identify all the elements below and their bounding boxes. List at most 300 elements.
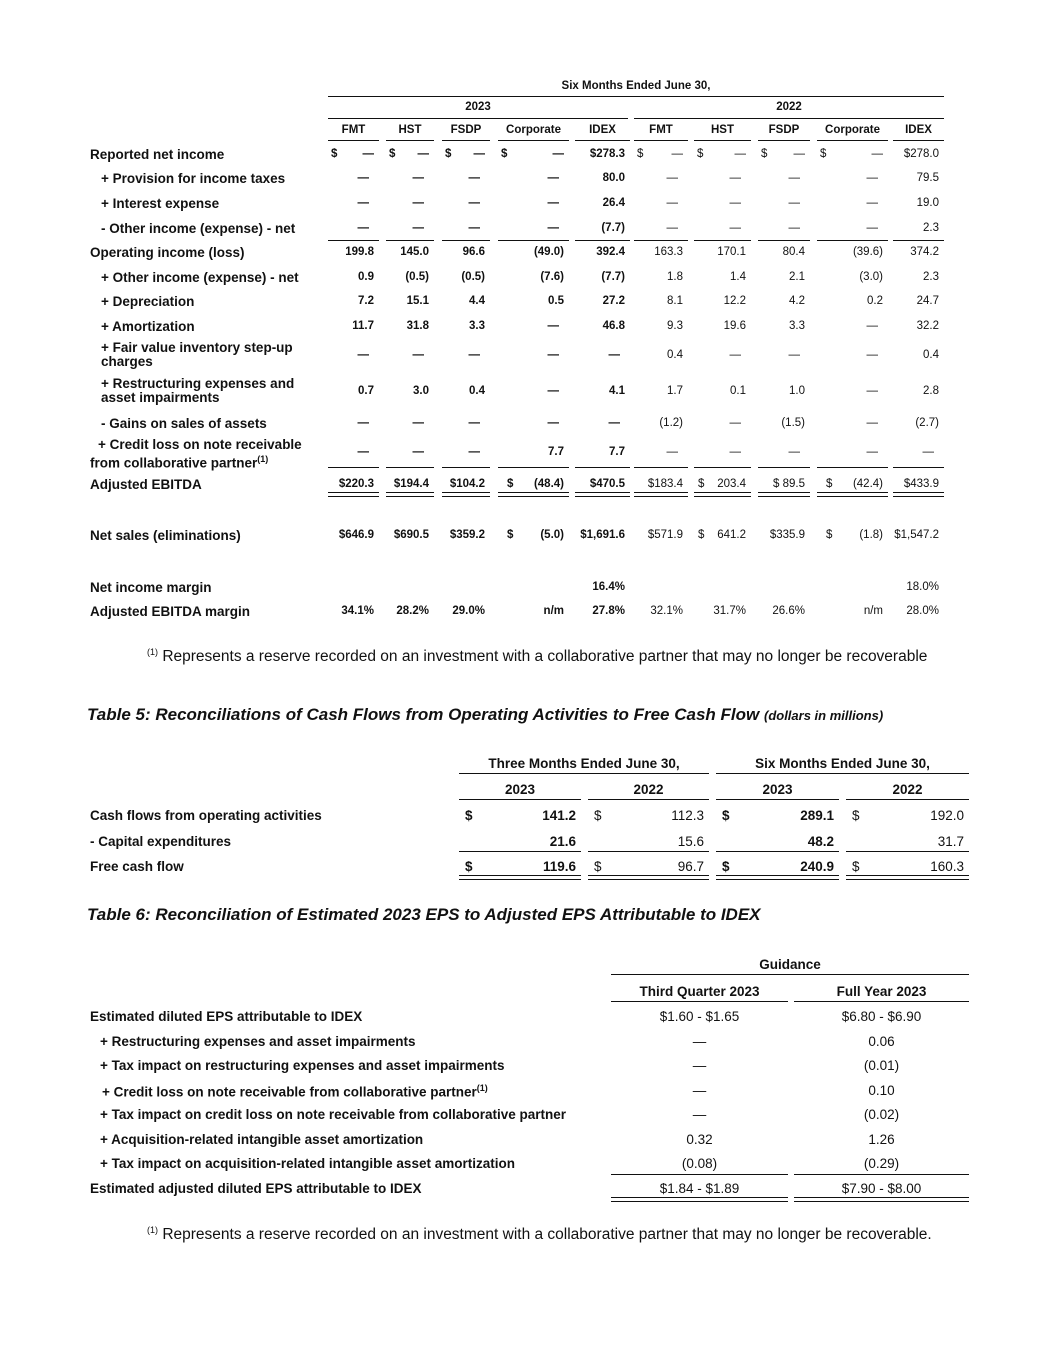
- year-header-rule: [459, 799, 581, 800]
- table-cell: 34.1%: [341, 605, 374, 617]
- footnote-1: $^{(1)}$ Represents a reserve recorded on an investment with a collaborative partner that may no longer be recoverable: [147, 647, 928, 666]
- table-cell: —: [547, 222, 559, 234]
- dollar-sign: $: [445, 148, 452, 160]
- table-cell: (0.02): [863, 1107, 900, 1122]
- table-cell: 0.2: [867, 295, 883, 307]
- table-cell: —: [357, 172, 369, 184]
- row-label: Estimated diluted EPS attributable to IDEX: [90, 1009, 363, 1024]
- column-header-rule: [611, 1001, 788, 1002]
- subtotal-rule: [459, 851, 581, 852]
- total-double-rule: [758, 492, 810, 497]
- row-label: [101, 341, 293, 369]
- dollar-sign: $: [637, 148, 644, 160]
- table-cell: $433.9: [903, 478, 939, 490]
- table-cell: 7.7: [609, 446, 625, 458]
- table-cell: 24.7: [916, 295, 939, 307]
- table-cell: —: [866, 320, 878, 332]
- table-cell: —: [666, 222, 678, 234]
- table-cell: 4.4: [469, 295, 485, 307]
- table-cell: —: [729, 222, 741, 234]
- subtotal-rule: [758, 467, 810, 468]
- period-header: Six Months Ended June 30,: [561, 80, 711, 92]
- dollar-sign: $: [698, 478, 705, 490]
- column-header-rule: [634, 140, 688, 141]
- dollar-sign: $: [331, 148, 338, 160]
- table-cell: 2.8: [923, 385, 939, 397]
- table-cell: 96.7: [677, 859, 704, 874]
- table-cell: 7.7: [548, 446, 564, 458]
- table-cell: —: [468, 222, 480, 234]
- row-label: - Gains on sales of assets: [101, 416, 267, 431]
- table-cell: 0.4: [667, 349, 683, 361]
- table-cell: (7.7): [601, 222, 625, 234]
- table-cell: —: [547, 197, 559, 209]
- row-label: + Other income (expense) - net: [101, 270, 299, 285]
- table-cell: 0.4: [923, 349, 939, 361]
- row-label: Net income margin: [90, 580, 212, 595]
- table-cell: 1.8: [667, 271, 683, 283]
- year-header-2022: 2022: [776, 101, 802, 113]
- table-cell: 21.6: [549, 834, 576, 849]
- table-cell: —: [412, 417, 424, 429]
- table-cell: $1,691.6: [580, 529, 625, 541]
- footnote-2: $^{(1)}$ Represents a reserve recorded on an investment with a collaborative partner that may no longer be recoverable.: [147, 1225, 932, 1244]
- dollar-sign: $: [465, 859, 473, 874]
- total-double-rule: [794, 1197, 969, 1202]
- table-cell: —: [866, 222, 878, 234]
- row-label: + Interest expense: [101, 196, 220, 211]
- table-cell: —: [866, 349, 878, 361]
- table-cell: (48.4): [533, 478, 564, 490]
- table-cell: (1.8): [859, 529, 883, 541]
- year-header: 2022: [892, 782, 923, 797]
- dollar-sign: $: [852, 808, 860, 823]
- column-header-rule: [575, 140, 630, 141]
- table-cell: 15.6: [677, 834, 704, 849]
- table-cell: 289.1: [800, 808, 834, 823]
- subtotal-rule: [716, 851, 839, 852]
- table-cell: —: [788, 222, 800, 234]
- table-cell: 48.2: [807, 834, 834, 849]
- row-label: Free cash flow: [90, 859, 184, 874]
- total-double-rule: [634, 492, 688, 497]
- row-label: Operating income (loss): [90, 245, 245, 260]
- table-cell: $1.84 - $1.89: [659, 1181, 740, 1196]
- guidance-header: Guidance: [759, 957, 821, 972]
- row-label: [101, 377, 294, 405]
- row-label: + Credit loss on note receivable from collaborative partner$^{(1)}$: [102, 1083, 488, 1100]
- row-label-line: + Credit loss on note receivable: [98, 437, 302, 452]
- table-cell: 170.1: [717, 246, 746, 258]
- table-cell: 27.8%: [592, 605, 625, 617]
- table-cell: 28.0%: [906, 605, 939, 617]
- table-cell: 1.7: [667, 385, 683, 397]
- table-cell: —: [866, 172, 878, 184]
- table-cell: $470.5: [589, 478, 625, 490]
- total-double-rule: [588, 875, 709, 880]
- table-cell: —: [412, 197, 424, 209]
- table-cell: 392.4: [596, 246, 625, 258]
- table-cell: $278.0: [903, 148, 939, 160]
- row-label: + Restructuring expenses and asset impairments: [100, 1034, 416, 1049]
- table-cell: 0.7: [358, 385, 374, 397]
- table-cell: (0.5): [405, 271, 429, 283]
- table-cell: $690.5: [393, 529, 429, 541]
- table-cell: —: [417, 148, 429, 160]
- table-cell: $7.90 - $8.00: [841, 1181, 922, 1196]
- table-cell: —: [412, 446, 424, 458]
- row-label-line: charges: [101, 354, 153, 369]
- column-header: Corporate: [506, 124, 561, 136]
- dollar-sign: $: [465, 808, 473, 823]
- dollar-sign: $: [507, 529, 514, 541]
- table-cell: 0.9: [358, 271, 374, 283]
- table-6-title: Table 6: Reconciliation of Estimated 2023 EPS to Adjusted EPS Attributable to IDEX: [87, 905, 761, 924]
- table-cell: (3.0): [859, 271, 883, 283]
- table-cell: $278.3: [589, 148, 625, 160]
- table-cell: —: [666, 446, 678, 458]
- table-cell: $571.9: [647, 529, 683, 541]
- total-double-rule: [694, 492, 751, 497]
- row-label: [90, 438, 302, 471]
- table-cell: —: [608, 417, 620, 429]
- three-months-header: Three Months Ended June 30,: [488, 756, 680, 771]
- table-cell: —: [666, 172, 678, 184]
- row-label-line: from collaborative partner$^{(1)}$: [90, 454, 269, 471]
- table-cell: 31.7%: [713, 605, 746, 617]
- table-cell: —: [412, 172, 424, 184]
- dollar-sign: $: [722, 808, 730, 823]
- total-double-rule: [575, 492, 630, 497]
- table-cell: 46.8: [602, 320, 625, 332]
- subtotal-rule: [694, 467, 751, 468]
- table-cell: —: [547, 172, 559, 184]
- dollar-sign: $: [697, 148, 704, 160]
- table-cell: 80.4: [782, 246, 805, 258]
- row-label: Adjusted EBITDA margin: [90, 604, 251, 619]
- column-header: Corporate: [825, 124, 880, 136]
- row-label: + Amortization: [101, 319, 195, 334]
- dollar-sign: $: [761, 148, 768, 160]
- six-months-header: Six Months Ended June 30,: [755, 756, 930, 771]
- dollar-sign: $: [852, 859, 860, 874]
- year-header-rule: [846, 799, 969, 800]
- column-header: Third Quarter 2023: [639, 984, 760, 999]
- table-cell: $104.2: [449, 478, 485, 490]
- table-cell: —: [473, 148, 485, 160]
- table-cell: 16.4%: [592, 581, 625, 593]
- table-cell: $6.80 - $6.90: [841, 1009, 922, 1024]
- table-cell: 0.5: [548, 295, 564, 307]
- subtotal-rule: [328, 467, 379, 468]
- subtotal-rule: [893, 240, 944, 241]
- year-header: 2023: [504, 782, 536, 797]
- dollar-sign: $: [826, 529, 833, 541]
- table-cell: —: [666, 197, 678, 209]
- row-label-line: + Fair value inventory step-up: [101, 340, 293, 355]
- subtotal-rule: [442, 240, 490, 241]
- table-cell: $1,547.2: [894, 529, 939, 541]
- subtotal-rule: [893, 467, 944, 468]
- table-cell: 18.0%: [906, 581, 939, 593]
- table-cell: —: [866, 197, 878, 209]
- table-cell: 15.1: [406, 295, 429, 307]
- table-cell: —: [362, 148, 374, 160]
- table-cell: 26.6%: [772, 605, 805, 617]
- table-cell: $ 89.5: [773, 478, 805, 490]
- table-cell: —: [866, 385, 878, 397]
- table-cell: 31.8: [406, 320, 429, 332]
- column-header: IDEX: [905, 124, 932, 136]
- subtotal-rule: [634, 467, 688, 468]
- table-cell: 79.5: [916, 172, 939, 184]
- table-cell: —: [729, 349, 741, 361]
- total-double-rule: [328, 492, 379, 497]
- row-label: - Other income (expense) - net: [101, 221, 296, 236]
- table-cell: (1.2): [659, 417, 683, 429]
- dollar-sign: $: [594, 808, 602, 823]
- table-cell: (0.08): [681, 1156, 718, 1171]
- subtotal-rule: [575, 467, 630, 468]
- column-header-rule: [817, 140, 888, 141]
- column-header-rule: [694, 140, 751, 141]
- row-label: Adjusted EBITDA: [90, 477, 202, 492]
- year-header-rule: [716, 799, 839, 800]
- table-cell: 32.1%: [650, 605, 683, 617]
- column-header-rule: [758, 140, 810, 141]
- table-cell: —: [552, 148, 564, 160]
- table-cell: 192.0: [930, 808, 964, 823]
- column-header: IDEX: [589, 124, 616, 136]
- table-cell: —: [788, 349, 800, 361]
- table-cell: —: [357, 417, 369, 429]
- column-header-rule: [794, 1001, 969, 1002]
- column-header-rule: [386, 140, 434, 141]
- dollar-sign: $: [820, 148, 827, 160]
- table-cell: 1.26: [868, 1132, 895, 1147]
- table-cell: 2.3: [923, 222, 939, 234]
- column-header: FSDP: [768, 124, 800, 136]
- table-cell: $194.4: [393, 478, 429, 490]
- table-cell: 19.6: [723, 320, 746, 332]
- dollar-sign: $: [826, 478, 833, 490]
- total-double-rule: [611, 1197, 788, 1202]
- table-cell: 3.3: [789, 320, 805, 332]
- row-label: Cash flows from operating activities: [90, 808, 322, 823]
- table-cell: 0.06: [868, 1034, 895, 1049]
- table-cell: 19.0: [916, 197, 939, 209]
- column-header-rule: [498, 140, 569, 141]
- table-cell: —: [788, 197, 800, 209]
- table-cell: —: [357, 446, 369, 458]
- column-header: HST: [398, 124, 422, 136]
- table-cell: —: [692, 1034, 707, 1049]
- total-double-rule: [442, 492, 490, 497]
- column-header-rule: [442, 140, 490, 141]
- dollar-sign: $: [507, 478, 514, 490]
- table-cell: —: [729, 417, 741, 429]
- table-cell: —: [871, 148, 883, 160]
- table-cell: —: [922, 446, 934, 458]
- table-cell: —: [547, 385, 559, 397]
- table-cell: —: [468, 197, 480, 209]
- table-cell: (49.0): [533, 246, 564, 258]
- table-cell: —: [788, 172, 800, 184]
- table-cell: 12.2: [723, 295, 746, 307]
- row-label: + Tax impact on restructuring expenses and asset impairments: [100, 1058, 505, 1073]
- dollar-sign: $: [501, 148, 508, 160]
- table-cell: —: [729, 197, 741, 209]
- row-label: + Tax impact on acquisition-related intangible asset amortization: [100, 1156, 515, 1171]
- table-cell: 2.3: [923, 271, 939, 283]
- dollar-sign: $: [722, 859, 730, 874]
- subtotal-rule: [846, 851, 969, 852]
- table-cell: n/m: [863, 605, 883, 617]
- subtotal-rule: [817, 240, 888, 241]
- table-cell: (5.0): [540, 529, 564, 541]
- table-cell: $646.9: [338, 529, 374, 541]
- total-double-rule: [817, 492, 888, 497]
- dollar-sign: $: [389, 148, 396, 160]
- table-cell: 26.4: [602, 197, 625, 209]
- table-cell: 145.0: [400, 246, 429, 258]
- table-cell: (42.4): [852, 478, 883, 490]
- table-cell: 4.1: [609, 385, 625, 397]
- table-cell: —: [547, 349, 559, 361]
- table-cell: —: [692, 1083, 707, 1098]
- column-header: FMT: [341, 124, 366, 136]
- table-cell: 32.2: [916, 320, 939, 332]
- total-double-rule: [893, 492, 944, 497]
- table-cell: $1.60 - $1.65: [659, 1009, 740, 1024]
- table-cell: —: [412, 222, 424, 234]
- table-cell: —: [412, 349, 424, 361]
- table-cell: 2.1: [789, 271, 805, 283]
- table-cell: —: [468, 417, 480, 429]
- table-5-title: Table 5: Reconciliations of Cash Flows from Operating Activities to Free Cash Flow (dollars in millions): [87, 705, 884, 724]
- table-cell: 1.0: [789, 385, 805, 397]
- table-cell: 0.1: [730, 385, 746, 397]
- table-cell: n/m: [543, 605, 564, 617]
- table-cell: (39.6): [852, 246, 883, 258]
- table-cell: —: [793, 148, 805, 160]
- table-cell: 4.2: [789, 295, 805, 307]
- subtotal-rule: [442, 467, 490, 468]
- table-cell: —: [671, 148, 683, 160]
- total-double-rule: [498, 492, 569, 497]
- table-cell: (1.5): [781, 417, 805, 429]
- table-cell: 163.3: [654, 246, 683, 258]
- row-label-line: asset impairments: [101, 390, 220, 405]
- table-cell: (0.5): [461, 271, 485, 283]
- year-header-2023: 2023: [465, 101, 491, 113]
- table-cell: —: [866, 446, 878, 458]
- subtotal-rule: [794, 1174, 969, 1175]
- year-header: 2022: [633, 782, 664, 797]
- row-label: Net sales (eliminations): [90, 528, 241, 543]
- table-cell: 9.3: [667, 320, 683, 332]
- table-cell: 0.4: [469, 385, 485, 397]
- subtotal-rule: [634, 240, 688, 241]
- table-cell: $183.4: [647, 478, 683, 490]
- column-header: FMT: [649, 124, 673, 136]
- subtotal-rule: [575, 240, 630, 241]
- table-cell: —: [547, 320, 559, 332]
- table-cell: $359.2: [449, 529, 485, 541]
- table-cell: 240.9: [800, 859, 834, 874]
- table-cell: (7.7): [601, 271, 625, 283]
- year-header-rule: [588, 799, 709, 800]
- table-cell: —: [547, 417, 559, 429]
- dollar-sign: $: [698, 529, 705, 541]
- dollar-sign: $: [594, 859, 602, 874]
- footnote-marker: (1): [476, 1083, 488, 1093]
- table-cell: 112.3: [671, 808, 704, 823]
- table-cell: —: [729, 446, 741, 458]
- subtotal-rule: [498, 467, 569, 468]
- year-header: 2023: [762, 782, 793, 797]
- subtotal-rule: [328, 240, 379, 241]
- table-cell: 160.3: [930, 859, 964, 874]
- total-double-rule: [846, 875, 969, 880]
- subtotal-rule: [694, 240, 751, 241]
- table-cell: (0.29): [863, 1156, 900, 1171]
- row-label: + Acquisition-related intangible asset amortization: [100, 1132, 424, 1147]
- table-cell: 0.10: [868, 1083, 895, 1098]
- table-cell: 96.6: [462, 246, 485, 258]
- table-cell: —: [357, 197, 369, 209]
- table-cell: 119.6: [542, 859, 576, 874]
- table-cell: (2.7): [915, 417, 939, 429]
- subtotal-rule: [611, 1174, 788, 1175]
- subtotal-rule: [498, 240, 569, 241]
- subtotal-rule: [817, 467, 888, 468]
- table-cell: —: [468, 446, 480, 458]
- subtotal-rule: [588, 851, 709, 852]
- total-double-rule: [716, 875, 839, 880]
- table-cell: 141.2: [542, 808, 576, 823]
- table-cell: 29.0%: [452, 605, 485, 617]
- column-header: HST: [711, 124, 734, 136]
- row-label-line: + Restructuring expenses and: [101, 376, 295, 391]
- table-cell: —: [692, 1107, 707, 1122]
- table-cell: (7.6): [540, 271, 564, 283]
- table-cell: 0.32: [686, 1132, 713, 1147]
- row-label: + Depreciation: [101, 294, 195, 309]
- table-cell: 80.0: [602, 172, 625, 184]
- table-cell: 7.2: [358, 295, 374, 307]
- table-cell: (0.01): [863, 1058, 900, 1073]
- table-cell: $335.9: [769, 529, 805, 541]
- row-label: + Tax impact on credit loss on note receivable from collaborative partner: [100, 1107, 567, 1122]
- table-cell: 31.7: [937, 834, 964, 849]
- row-label: Reported net income: [90, 147, 225, 162]
- table-cell: —: [788, 446, 800, 458]
- footnote-marker: (1): [257, 454, 269, 464]
- table-cell: $220.3: [338, 478, 374, 490]
- table-cell: 11.7: [352, 320, 374, 332]
- table-cell: 3.3: [469, 320, 485, 332]
- table-cell: —: [357, 222, 369, 234]
- table-cell: 27.2: [602, 295, 625, 307]
- table-cell: —: [357, 349, 369, 361]
- table-cell: —: [468, 172, 480, 184]
- row-label: + Provision for income taxes: [101, 171, 286, 186]
- table-cell: —: [468, 349, 480, 361]
- total-double-rule: [459, 875, 581, 880]
- table-cell: 28.2%: [396, 605, 429, 617]
- subtotal-rule: [386, 467, 434, 468]
